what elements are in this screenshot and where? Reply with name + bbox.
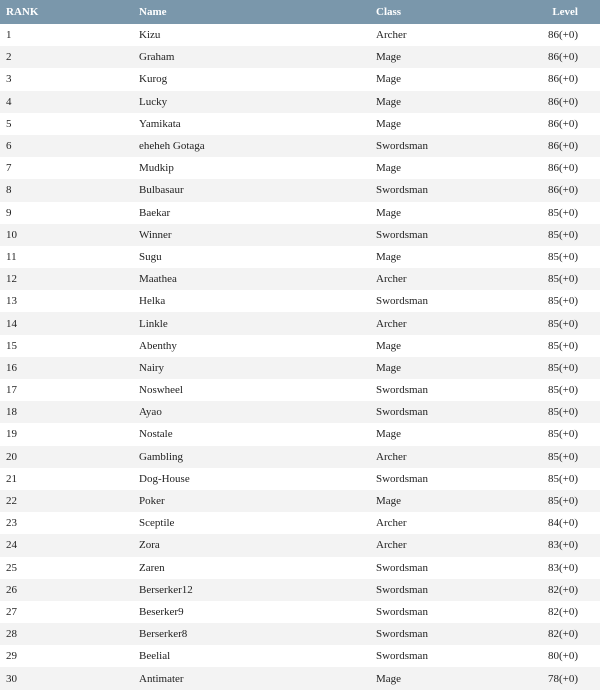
cell-rank: 4: [6, 95, 12, 108]
cell-rank: 17: [6, 384, 17, 397]
table-row: [0, 202, 600, 224]
table-row: [0, 557, 600, 579]
cell-class: Archer: [376, 273, 407, 286]
table-row: [0, 24, 600, 46]
cell-level: 85(+0): [547, 384, 578, 397]
cell-name: Kizu: [139, 29, 161, 42]
cell-class: Mage: [376, 495, 402, 508]
table-row: [0, 490, 600, 512]
cell-class: Mage: [376, 95, 402, 108]
cell-class: Swordsman: [376, 583, 428, 596]
cell-class: Archer: [376, 450, 407, 463]
table-row: [0, 46, 600, 68]
table-row: [0, 357, 600, 379]
cell-level: 82(+0): [547, 628, 578, 641]
cell-level: 85(+0): [547, 495, 578, 508]
cell-rank: 27: [6, 605, 17, 618]
cell-name: Noswheel: [139, 384, 183, 397]
cell-rank: 6: [6, 140, 12, 153]
header-row: [0, 0, 600, 24]
cell-class: Mage: [376, 117, 402, 130]
header-rank: RANK: [6, 6, 39, 18]
cell-rank: 24: [6, 539, 17, 552]
table-row: [0, 601, 600, 623]
cell-level: 85(+0): [547, 428, 578, 441]
table-row: [0, 290, 600, 312]
cell-name: Nairy: [139, 361, 165, 374]
cell-rank: 29: [6, 650, 17, 663]
table-row: [0, 335, 600, 357]
table-row: [0, 91, 600, 113]
cell-name: Helka: [139, 295, 166, 308]
table-row: [0, 579, 600, 601]
cell-class: Swordsman: [376, 184, 428, 197]
cell-name: Zaren: [139, 561, 165, 574]
cell-name: Sugu: [139, 250, 162, 263]
ranking-table-body: [0, 24, 600, 690]
cell-name: Ayao: [139, 406, 162, 419]
cell-class: Archer: [376, 517, 407, 530]
table-row: [0, 401, 600, 423]
cell-level: 85(+0): [547, 206, 578, 219]
cell-class: Mage: [376, 73, 402, 86]
cell-level: 85(+0): [547, 361, 578, 374]
table-row: [0, 667, 600, 689]
cell-rank: 14: [6, 317, 17, 330]
header-level: Level: [552, 6, 578, 18]
cell-class: Swordsman: [376, 650, 428, 663]
cell-class: Swordsman: [376, 406, 428, 419]
table-row: [0, 224, 600, 246]
cell-name: Baekar: [139, 206, 171, 219]
table-row: [0, 512, 600, 534]
cell-level: 85(+0): [547, 450, 578, 463]
cell-rank: 13: [6, 295, 17, 308]
cell-name: Poker: [139, 495, 165, 508]
cell-level: 86(+0): [547, 29, 578, 42]
cell-rank: 28: [6, 628, 17, 641]
cell-name: Antimater: [139, 672, 184, 685]
cell-level: 85(+0): [547, 317, 578, 330]
cell-class: Mage: [376, 361, 402, 374]
table-row: [0, 157, 600, 179]
cell-class: Archer: [376, 539, 407, 552]
cell-rank: 18: [6, 406, 17, 419]
cell-rank: 23: [6, 517, 17, 530]
cell-name: Yamikata: [139, 117, 181, 130]
cell-name: Linkle: [139, 317, 168, 330]
cell-rank: 19: [6, 428, 17, 441]
cell-level: 85(+0): [547, 295, 578, 308]
cell-level: 86(+0): [547, 51, 578, 64]
cell-name: Lucky: [139, 95, 168, 108]
cell-level: 82(+0): [547, 605, 578, 618]
cell-name: Zora: [139, 539, 160, 552]
cell-class: Swordsman: [376, 295, 428, 308]
table-row: [0, 534, 600, 556]
cell-name: Kurog: [139, 73, 168, 86]
header-name: Name: [139, 6, 167, 18]
cell-rank: 22: [6, 495, 17, 508]
cell-name: Gambling: [139, 450, 183, 463]
cell-level: 83(+0): [547, 561, 578, 574]
cell-class: Mage: [376, 339, 402, 352]
cell-class: Swordsman: [376, 472, 428, 485]
cell-name: Dog-House: [139, 472, 190, 485]
ranking-table-header: [0, 0, 600, 24]
cell-rank: 1: [6, 29, 12, 42]
cell-class: Archer: [376, 29, 407, 42]
cell-name: Berserker8: [139, 628, 188, 641]
cell-rank: 3: [6, 73, 12, 86]
table-row: [0, 135, 600, 157]
cell-rank: 5: [6, 117, 12, 130]
cell-rank: 12: [6, 273, 17, 286]
table-row: [0, 379, 600, 401]
table-row: [0, 623, 600, 645]
cell-class: Swordsman: [376, 228, 428, 241]
cell-name: Nostale: [139, 428, 173, 441]
cell-class: Swordsman: [376, 384, 428, 397]
cell-level: 86(+0): [547, 140, 578, 153]
cell-level: 86(+0): [547, 73, 578, 86]
table-row: [0, 268, 600, 290]
cell-level: 86(+0): [547, 162, 578, 175]
cell-name: Bulbasaur: [139, 184, 184, 197]
cell-rank: 30: [6, 672, 17, 685]
cell-class: Mage: [376, 250, 402, 263]
cell-level: 85(+0): [547, 250, 578, 263]
cell-level: 85(+0): [547, 339, 578, 352]
cell-rank: 8: [6, 184, 12, 197]
cell-rank: 15: [6, 339, 17, 352]
cell-level: 85(+0): [547, 406, 578, 419]
cell-class: Mage: [376, 206, 402, 219]
cell-level: 85(+0): [547, 472, 578, 485]
cell-rank: 25: [6, 561, 17, 574]
header-class: Class: [376, 6, 402, 18]
cell-rank: 21: [6, 472, 17, 485]
cell-level: 86(+0): [547, 184, 578, 197]
cell-rank: 20: [6, 450, 17, 463]
cell-class: Archer: [376, 317, 407, 330]
cell-rank: 16: [6, 361, 17, 374]
cell-level: 80(+0): [547, 650, 578, 663]
cell-name: Beelial: [139, 650, 171, 663]
cell-rank: 9: [6, 206, 12, 219]
table-row: [0, 68, 600, 90]
cell-name: Maathea: [139, 273, 177, 286]
cell-rank: 7: [6, 162, 12, 175]
table-row: [0, 246, 600, 268]
cell-class: Swordsman: [376, 140, 428, 153]
cell-class: Swordsman: [376, 561, 428, 574]
cell-name: eheheh Gotaga: [139, 140, 205, 153]
cell-level: 82(+0): [547, 583, 578, 596]
cell-level: 83(+0): [547, 539, 578, 552]
cell-name: Berserker12: [139, 583, 193, 596]
cell-rank: 26: [6, 583, 17, 596]
table-row: [0, 312, 600, 334]
cell-class: Mage: [376, 51, 402, 64]
cell-rank: 11: [6, 250, 17, 263]
table-row: [0, 468, 600, 490]
cell-name: Graham: [139, 51, 175, 64]
cell-name: Abenthy: [139, 339, 177, 352]
cell-level: 86(+0): [547, 117, 578, 130]
cell-class: Mage: [376, 162, 402, 175]
table-row: [0, 423, 600, 445]
cell-class: Swordsman: [376, 628, 428, 641]
cell-level: 85(+0): [547, 228, 578, 241]
cell-name: Beserker9: [139, 605, 184, 618]
cell-level: 86(+0): [547, 95, 578, 108]
cell-level: 78(+0): [547, 672, 578, 685]
cell-name: Mudkip: [139, 162, 174, 175]
cell-name: Winner: [139, 228, 172, 241]
cell-level: 85(+0): [547, 273, 578, 286]
cell-name: Sceptile: [139, 517, 175, 530]
cell-rank: 10: [6, 228, 17, 241]
table-row: [0, 645, 600, 667]
table-row: [0, 446, 600, 468]
cell-class: Swordsman: [376, 605, 428, 618]
cell-level: 84(+0): [547, 517, 578, 530]
table-row: [0, 113, 600, 135]
cell-rank: 2: [6, 51, 12, 64]
cell-class: Mage: [376, 672, 402, 685]
table-row: [0, 179, 600, 201]
cell-class: Mage: [376, 428, 402, 441]
